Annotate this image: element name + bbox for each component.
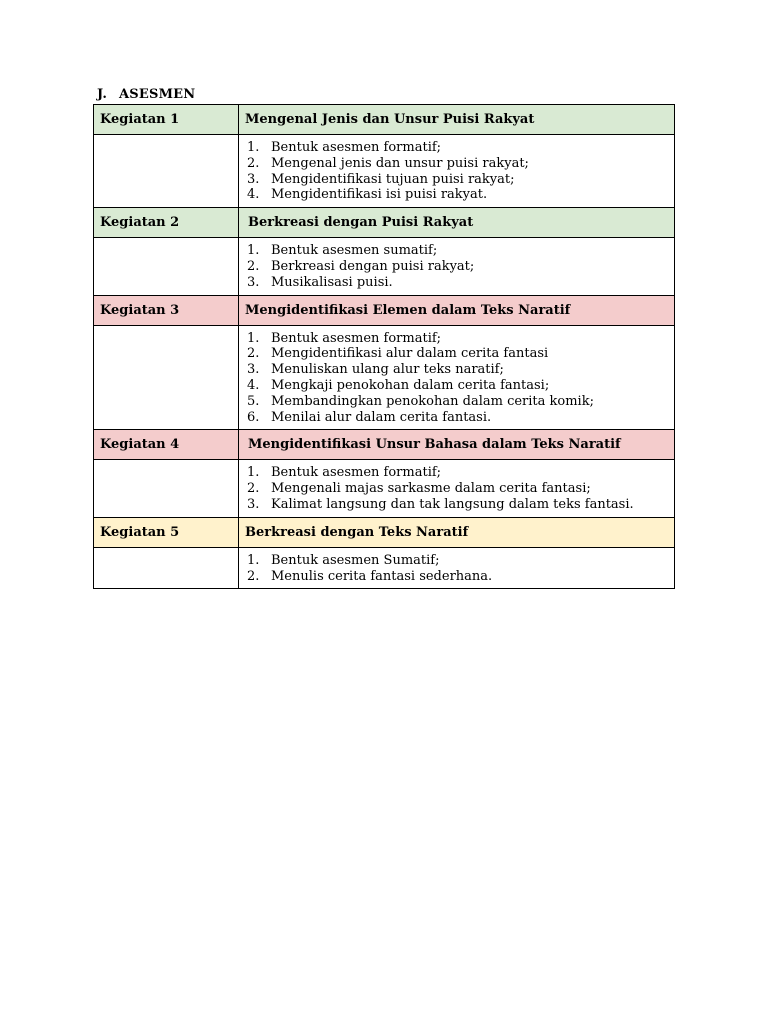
list-item: 2. Berkreasi dengan puisi rakyat; xyxy=(247,258,475,274)
activity-1-items-cell xyxy=(239,135,675,208)
activity-2-empty-cell xyxy=(94,238,239,295)
activity-1-header-row xyxy=(94,105,675,135)
activity-2-title: Berkreasi dengan Puisi Rakyat xyxy=(239,208,675,238)
activity-2-items-row xyxy=(94,238,675,295)
list-item: 4. Mengidentifikasi isi puisi rakyat. xyxy=(247,187,488,203)
activity-4-title: Mengidentifikasi Unsur Bahasa dalam Teks Naratif xyxy=(239,430,675,460)
list-item: 2. Menulis cerita fantasi sederhana. xyxy=(247,568,493,584)
activity-4-empty-cell xyxy=(94,460,239,517)
activity-1-empty-cell xyxy=(94,135,239,208)
list-item: 2. Mengenali majas sarkasme dalam cerita fantasi; xyxy=(247,481,591,497)
activity-1-title: Mengenal Jenis dan Unsur Puisi Rakyat xyxy=(239,105,675,135)
activity-5-item-list xyxy=(239,548,674,589)
list-item: 1. Bentuk asesmen formatif; xyxy=(247,330,442,346)
list-item: 3. Kalimat langsung dan tak langsung dalam teks fantasi. xyxy=(247,496,634,512)
activity-1-label: Kegiatan 1 xyxy=(94,105,239,135)
activity-4-items-cell xyxy=(239,460,675,517)
list-item: 3. Menuliskan ulang alur teks naratif; xyxy=(247,362,504,378)
activity-2-header-row xyxy=(94,208,675,238)
list-item: 1. Bentuk asesmen formatif; xyxy=(247,140,442,155)
list-item: 1. Bentuk asesmen formatif; xyxy=(247,465,442,481)
activity-3-empty-cell xyxy=(94,325,239,430)
activity-5-title: Berkreasi dengan Teks Naratif xyxy=(239,517,675,547)
list-item: 4. Mengkaji penokohan dalam cerita fantasi; xyxy=(247,377,550,393)
list-item: 1. Bentuk asesmen Sumatif; xyxy=(247,552,440,568)
section-letter: J. xyxy=(97,87,108,102)
activity-2-item-list xyxy=(239,238,674,294)
list-item: 3. Mengidentifikasi tujuan puisi rakyat; xyxy=(247,171,515,187)
activity-4-header-row xyxy=(94,430,675,460)
list-item: 5. Membandingkan penokohan dalam cerita komik; xyxy=(247,393,594,409)
activity-1-item-list xyxy=(239,135,674,207)
activity-3-items-row xyxy=(94,325,675,430)
activity-3-items-cell xyxy=(239,325,675,430)
activity-2-label: Kegiatan 2 xyxy=(94,208,239,238)
activity-5-empty-cell xyxy=(94,547,239,589)
activity-4-label: Kegiatan 4 xyxy=(94,430,239,460)
activity-3-item-list xyxy=(239,326,674,430)
activity-3-header-row xyxy=(94,295,675,325)
list-item: 6. Menilai alur dalam cerita fantasi. xyxy=(247,409,492,425)
list-item: 2. Mengidentifikasi alur dalam cerita fantasi xyxy=(247,346,549,362)
activity-4-item-list xyxy=(239,460,674,516)
section-heading xyxy=(97,87,195,102)
activity-5-label: Kegiatan 5 xyxy=(94,517,239,547)
activity-3-label: Kegiatan 3 xyxy=(94,295,239,325)
list-item: 3. Musikalisasi puisi. xyxy=(247,274,393,290)
activity-1-items-row xyxy=(94,135,675,208)
list-item: 2. Mengenal jenis dan unsur puisi rakyat; xyxy=(247,155,529,171)
activity-5-items-cell xyxy=(239,547,675,589)
activity-5-header-row xyxy=(94,517,675,547)
activity-4-items-row xyxy=(94,460,675,517)
activity-2-items-cell xyxy=(239,238,675,295)
section-title: ASESMEN xyxy=(119,87,196,102)
activity-5-items-row xyxy=(94,547,675,589)
assessment-table xyxy=(93,104,675,589)
activity-3-title: Mengidentifikasi Elemen dalam Teks Naratif xyxy=(239,295,675,325)
list-item: 1. Bentuk asesmen sumatif; xyxy=(247,243,438,259)
